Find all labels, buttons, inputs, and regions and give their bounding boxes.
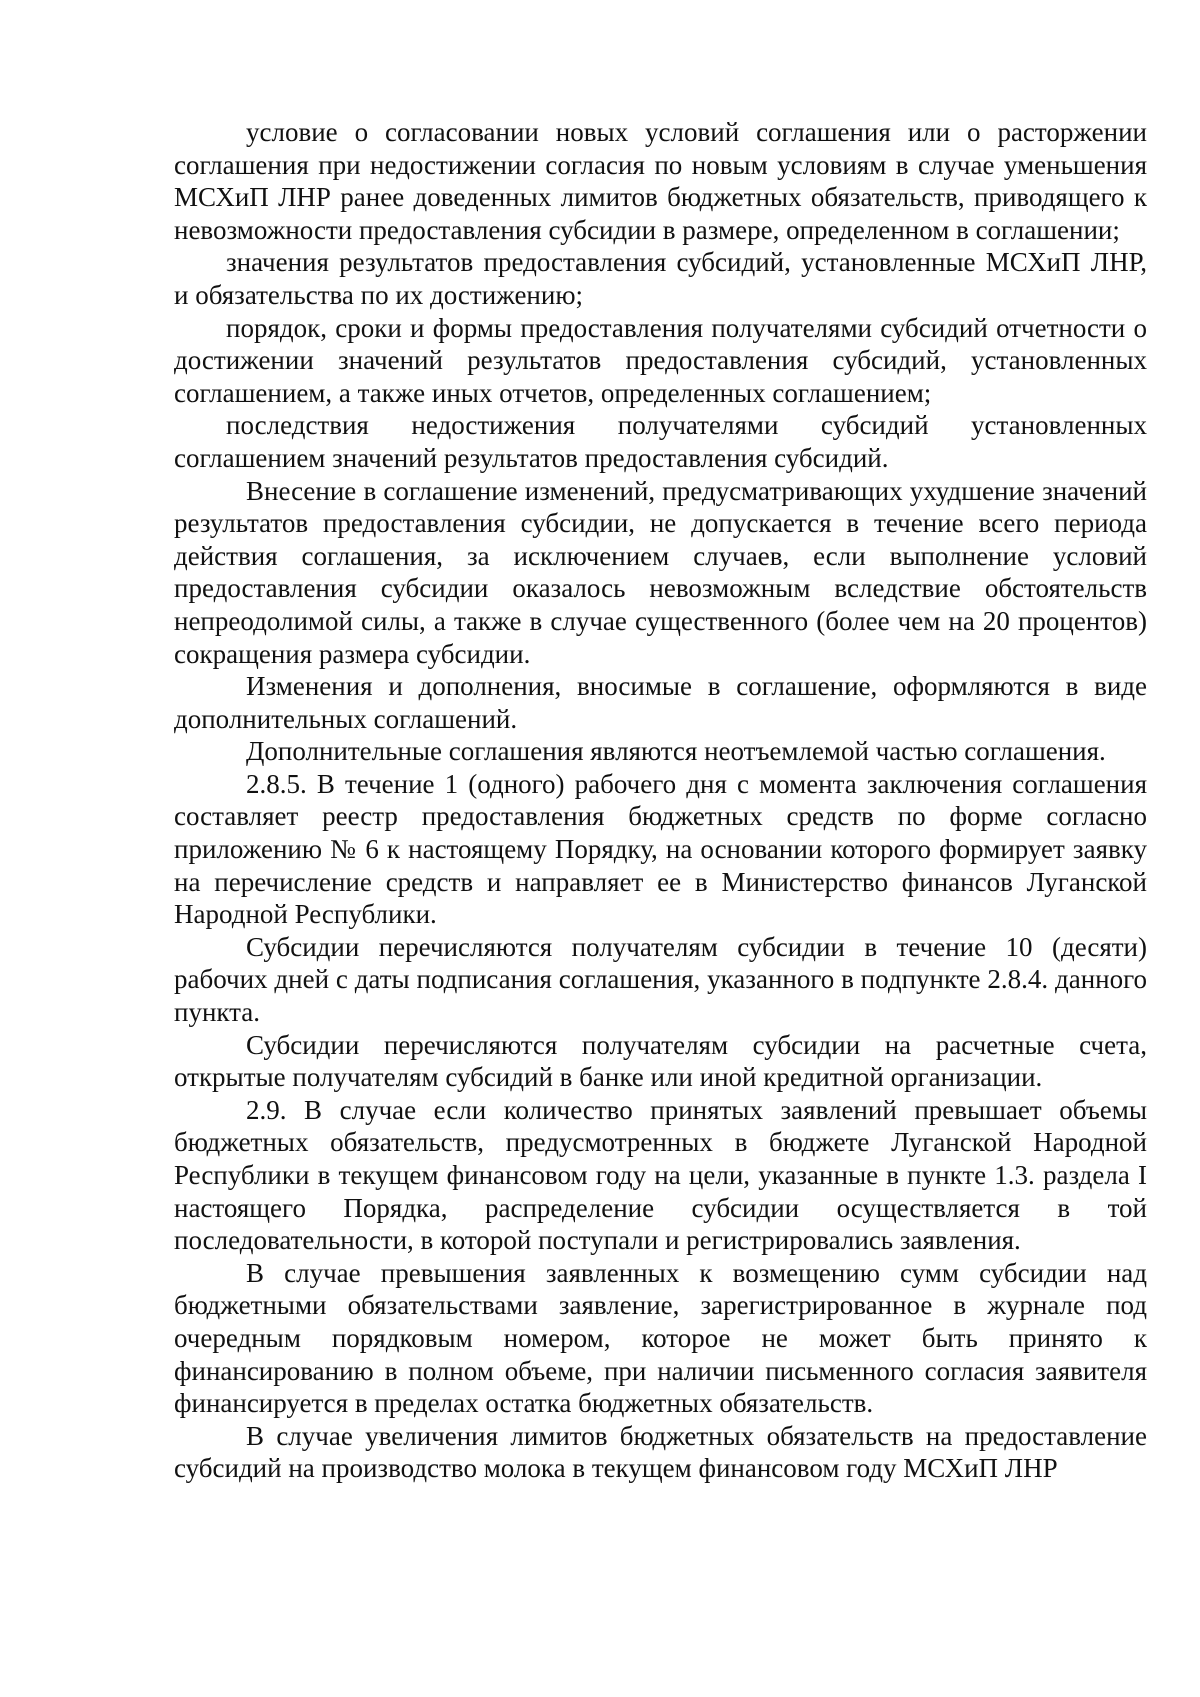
- paragraph-reporting-order: порядок, сроки и формы предоставления получателями субсидий отчетности о достижении значений результатов предоставления субсидий, установленных соглашением, а также иных отчетов, определенных соглашением;: [174, 312, 1147, 408]
- paragraph-agreement-terms: условие о согласовании новых условий соглашения или о расторжении соглашения при недостижении согласия по новым условиям в случае уменьшения МСХиП ЛНР ранее доведенных лимитов бюджетных обязательств, приводящего к невозможности предоставления субсидии в размере, определенном в соглашении;: [174, 117, 1147, 245]
- paragraph-transfer-term: Субсидии перечисляются получателям субсидии в течение 10 (десяти) рабочих дней с даты подписания соглашения, указанного в подпункте 2.8.4. данного пункта.: [174, 931, 1147, 1028]
- paragraph-amendments: Внесение в соглашение изменений, предусматривающих ухудшение значений результатов предоставления субсидии, не допускается в течение всего периода действия соглашения, за исключением случаев, если выполнение условий предоставления субсидии оказалось невозможным вследствие обстоятельств непреодолимой силы, а также в случае существенного (более чем на 20 процентов) сокращения размера субсидии.: [174, 475, 1147, 669]
- paragraph-additional-agreements: Дополнительные соглашения являются неотъемлемой частью соглашения.: [246, 736, 1106, 767]
- document-body: [174, 116, 1147, 1485]
- paragraph-limit-increase: В случае увеличения лимитов бюджетных обязательств на предоставление субсидий на производство молока в текущем финансовом году МСХиП ЛНР: [174, 1420, 1147, 1484]
- paragraph-consequences: последствия недостижения получателями субсидий установленных соглашением значений результатов предоставления субсидий.: [174, 410, 1147, 473]
- paragraph-2-9: 2.9. В случае если количество принятых заявлений превышает объемы бюджетных обязательств, предусмотренных в бюджете Луганской Народной Республики в текущем финансовом году на цели, указанные в пункте 1.3. раздела I настоящего Порядка, распределение субсидии осуществляется в той последовательности, в которой поступали и регистрировались заявления.: [174, 1094, 1147, 1256]
- paragraph-transfer-accounts: Субсидии перечисляются получателям субсидии на расчетные счета, открытые получателям субсидий в банке или иной кредитной организации.: [174, 1029, 1147, 1093]
- paragraph-excess-claims: В случае превышения заявленных к возмещению сумм субсидии над бюджетными обязательствами заявление, зарегистрированное в журнале под очередным порядковым номером, которое не может быть принято к финансированию в полном объеме, при наличии письменного согласия заявителя финансируется в пределах остатка бюджетных обязательств.: [174, 1257, 1147, 1419]
- paragraph-changes-form: Изменения и дополнения, вносимые в соглашение, оформляются в виде дополнительных соглашений.: [174, 671, 1147, 734]
- paragraph-result-values: значения результатов предоставления субсидий, установленные МСХиП ЛНР, и обязательства по их достижению;: [174, 247, 1147, 310]
- paragraph-2-8-5: 2.8.5. В течение 1 (одного) рабочего дня с момента заключения соглашения составляет реестр предоставления бюджетных средств по форме согласно приложению № 6 к настоящему Порядку, на основании которого формирует заявку на перечисление средств и направляет ее в Министерство финансов Луганской Народной Республики.: [174, 768, 1147, 930]
